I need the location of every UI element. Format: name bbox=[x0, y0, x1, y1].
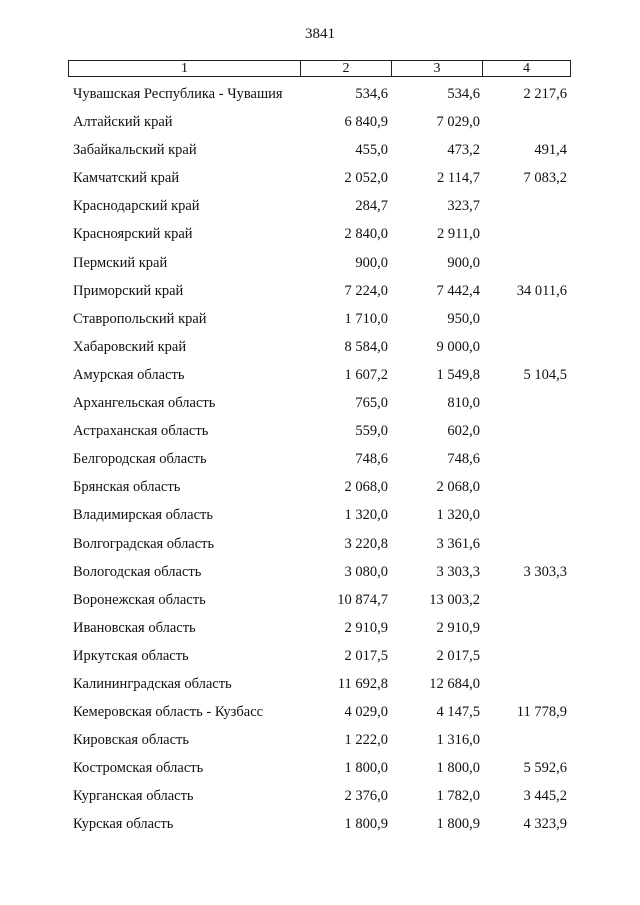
value-cell-col3: 7 029,0 bbox=[436, 114, 480, 131]
page-number: 3841 bbox=[305, 26, 335, 42]
table-row bbox=[0, 419, 640, 447]
value-cell-col3: 4 147,5 bbox=[436, 704, 480, 721]
region-name-cell: Владимирская область bbox=[73, 507, 213, 524]
value-cell-col2: 2 376,0 bbox=[344, 788, 388, 805]
value-cell-col3: 900,0 bbox=[447, 254, 480, 271]
region-name-cell: Воронежская область bbox=[73, 591, 206, 608]
table-row bbox=[0, 251, 640, 279]
value-cell-col2: 559,0 bbox=[355, 423, 388, 440]
value-cell-col3: 12 684,0 bbox=[429, 675, 480, 692]
table-row bbox=[0, 672, 640, 700]
value-cell-col2: 11 692,8 bbox=[337, 675, 388, 692]
value-cell-col4: 4 323,9 bbox=[523, 816, 567, 833]
region-name-cell: Красноярский край bbox=[73, 226, 193, 243]
value-cell-col3: 323,7 bbox=[447, 198, 480, 215]
value-cell-col3: 534,6 bbox=[447, 86, 480, 102]
value-cell-col2: 1 800,0 bbox=[344, 760, 388, 777]
value-cell-col3: 2 910,9 bbox=[436, 619, 480, 636]
value-cell-col2: 1 320,0 bbox=[344, 507, 388, 524]
value-cell-col2: 1 607,2 bbox=[344, 366, 388, 383]
table-row bbox=[0, 166, 640, 194]
table-row bbox=[0, 222, 640, 250]
value-cell-col2: 2 840,0 bbox=[344, 226, 388, 243]
table-body bbox=[0, 82, 640, 841]
value-cell-col2: 2 017,5 bbox=[344, 647, 388, 664]
table-row bbox=[0, 588, 640, 616]
table-row bbox=[0, 335, 640, 363]
value-cell-col2: 3 220,8 bbox=[344, 535, 388, 552]
value-cell-col2: 1 222,0 bbox=[344, 732, 388, 749]
value-cell-col3: 950,0 bbox=[447, 310, 480, 327]
region-name-cell: Иркутская область bbox=[73, 647, 189, 664]
column-header-2: 2 bbox=[301, 61, 392, 76]
table-row bbox=[0, 756, 640, 784]
value-cell-col2: 2 910,9 bbox=[344, 619, 388, 636]
region-name-cell: Пермский край bbox=[73, 254, 168, 271]
table-row bbox=[0, 194, 640, 222]
region-name-cell: Чувашская Республика - Чувашия bbox=[73, 86, 283, 102]
value-cell-col3: 2 068,0 bbox=[436, 479, 480, 496]
value-cell-col2: 900,0 bbox=[355, 254, 388, 271]
value-cell-col2: 7 224,0 bbox=[344, 282, 388, 299]
value-cell-col2: 748,6 bbox=[355, 451, 388, 468]
column-header-4: 4 bbox=[523, 61, 530, 76]
region-name-cell: Курская область bbox=[73, 816, 174, 833]
value-cell-col2: 534,6 bbox=[355, 86, 388, 102]
table-row bbox=[0, 363, 640, 391]
value-cell-col4: 491,4 bbox=[534, 142, 567, 159]
value-cell-col2: 284,7 bbox=[355, 198, 388, 215]
table-row bbox=[0, 560, 640, 588]
table-row bbox=[0, 110, 640, 138]
value-cell-col4: 7 083,2 bbox=[523, 170, 567, 187]
value-cell-col2: 1 800,9 bbox=[344, 816, 388, 833]
region-name-cell: Костромская область bbox=[73, 760, 204, 777]
region-name-cell: Волгоградская область bbox=[73, 535, 215, 552]
value-cell-col3: 1 320,0 bbox=[436, 507, 480, 524]
table-row bbox=[0, 728, 640, 756]
region-name-cell: Курганская область bbox=[73, 788, 194, 805]
table-header bbox=[68, 60, 571, 77]
value-cell-col3: 3 303,3 bbox=[436, 563, 480, 580]
value-cell-col3: 2 911,0 bbox=[437, 226, 480, 243]
table-row bbox=[0, 503, 640, 531]
value-cell-col2: 8 584,0 bbox=[344, 338, 388, 355]
value-cell-col2: 6 840,9 bbox=[344, 114, 388, 131]
region-name-cell: Ставропольский край bbox=[73, 310, 207, 327]
value-cell-col4: 5 592,6 bbox=[523, 760, 567, 777]
value-cell-col2: 2 052,0 bbox=[344, 170, 388, 187]
region-name-cell: Хабаровский край bbox=[73, 338, 187, 355]
value-cell-col3: 2 017,5 bbox=[436, 647, 480, 664]
region-name-cell: Амурская область bbox=[73, 366, 185, 383]
table-row bbox=[0, 616, 640, 644]
column-header-1: 1 bbox=[69, 61, 301, 76]
value-cell-col3: 9 000,0 bbox=[436, 338, 480, 355]
value-cell-col3: 13 003,2 bbox=[429, 591, 480, 608]
table-row bbox=[0, 812, 640, 840]
table-row bbox=[0, 784, 640, 812]
value-cell-col4: 5 104,5 bbox=[523, 366, 567, 383]
table-row bbox=[0, 700, 640, 728]
value-cell-col3: 1 800,9 bbox=[436, 816, 480, 833]
region-name-cell: Кемеровская область - Кузбасс bbox=[73, 704, 264, 721]
value-cell-col3: 473,2 bbox=[447, 142, 480, 159]
table-row bbox=[0, 279, 640, 307]
value-cell-col3: 1 782,0 bbox=[436, 788, 480, 805]
table-row bbox=[0, 307, 640, 335]
value-cell-col4: 3 445,2 bbox=[523, 788, 567, 805]
value-cell-col3: 1 316,0 bbox=[436, 732, 480, 749]
region-name-cell: Забайкальский край bbox=[73, 142, 197, 159]
value-cell-col4: 2 217,6 bbox=[523, 86, 567, 102]
region-name-cell: Алтайский край bbox=[73, 114, 173, 131]
column-header-3: 3 bbox=[392, 61, 483, 76]
table-row bbox=[0, 447, 640, 475]
value-cell-col3: 1 549,8 bbox=[436, 366, 480, 383]
value-cell-col4: 3 303,3 bbox=[523, 563, 567, 580]
value-cell-col3: 810,0 bbox=[447, 395, 480, 412]
value-cell-col2: 765,0 bbox=[355, 395, 388, 412]
table-row bbox=[0, 391, 640, 419]
region-name-cell: Кировская область bbox=[73, 732, 190, 749]
table-row bbox=[0, 138, 640, 166]
region-name-cell: Вологодская область bbox=[73, 563, 202, 580]
value-cell-col3: 1 800,0 bbox=[436, 760, 480, 777]
value-cell-col2: 455,0 bbox=[355, 142, 388, 159]
table-row bbox=[0, 644, 640, 672]
region-name-cell: Ивановская область bbox=[73, 619, 196, 636]
value-cell-col3: 3 361,6 bbox=[436, 535, 480, 552]
value-cell-col4: 34 011,6 bbox=[516, 282, 567, 299]
region-name-cell: Белгородская область bbox=[73, 451, 207, 468]
region-name-cell: Астраханская область bbox=[73, 423, 209, 440]
value-cell-col2: 10 874,7 bbox=[337, 591, 388, 608]
table-row bbox=[0, 475, 640, 503]
region-name-cell: Калининградская область bbox=[73, 675, 232, 692]
value-cell-col3: 2 114,7 bbox=[437, 170, 480, 187]
region-name-cell: Камчатский край bbox=[73, 170, 180, 187]
value-cell-col3: 748,6 bbox=[447, 451, 480, 468]
table-row bbox=[0, 82, 640, 110]
region-name-cell: Приморский край bbox=[73, 282, 184, 299]
value-cell-col3: 7 442,4 bbox=[436, 282, 480, 299]
value-cell-col3: 602,0 bbox=[447, 423, 480, 440]
value-cell-col2: 3 080,0 bbox=[344, 563, 388, 580]
value-cell-col4: 11 778,9 bbox=[516, 704, 567, 721]
table-row bbox=[0, 532, 640, 560]
value-cell-col2: 2 068,0 bbox=[344, 479, 388, 496]
value-cell-col2: 1 710,0 bbox=[344, 310, 388, 327]
region-name-cell: Краснодарский край bbox=[73, 198, 200, 215]
region-name-cell: Брянская область bbox=[73, 479, 181, 496]
value-cell-col2: 4 029,0 bbox=[344, 704, 388, 721]
region-name-cell: Архангельская область bbox=[73, 395, 216, 412]
